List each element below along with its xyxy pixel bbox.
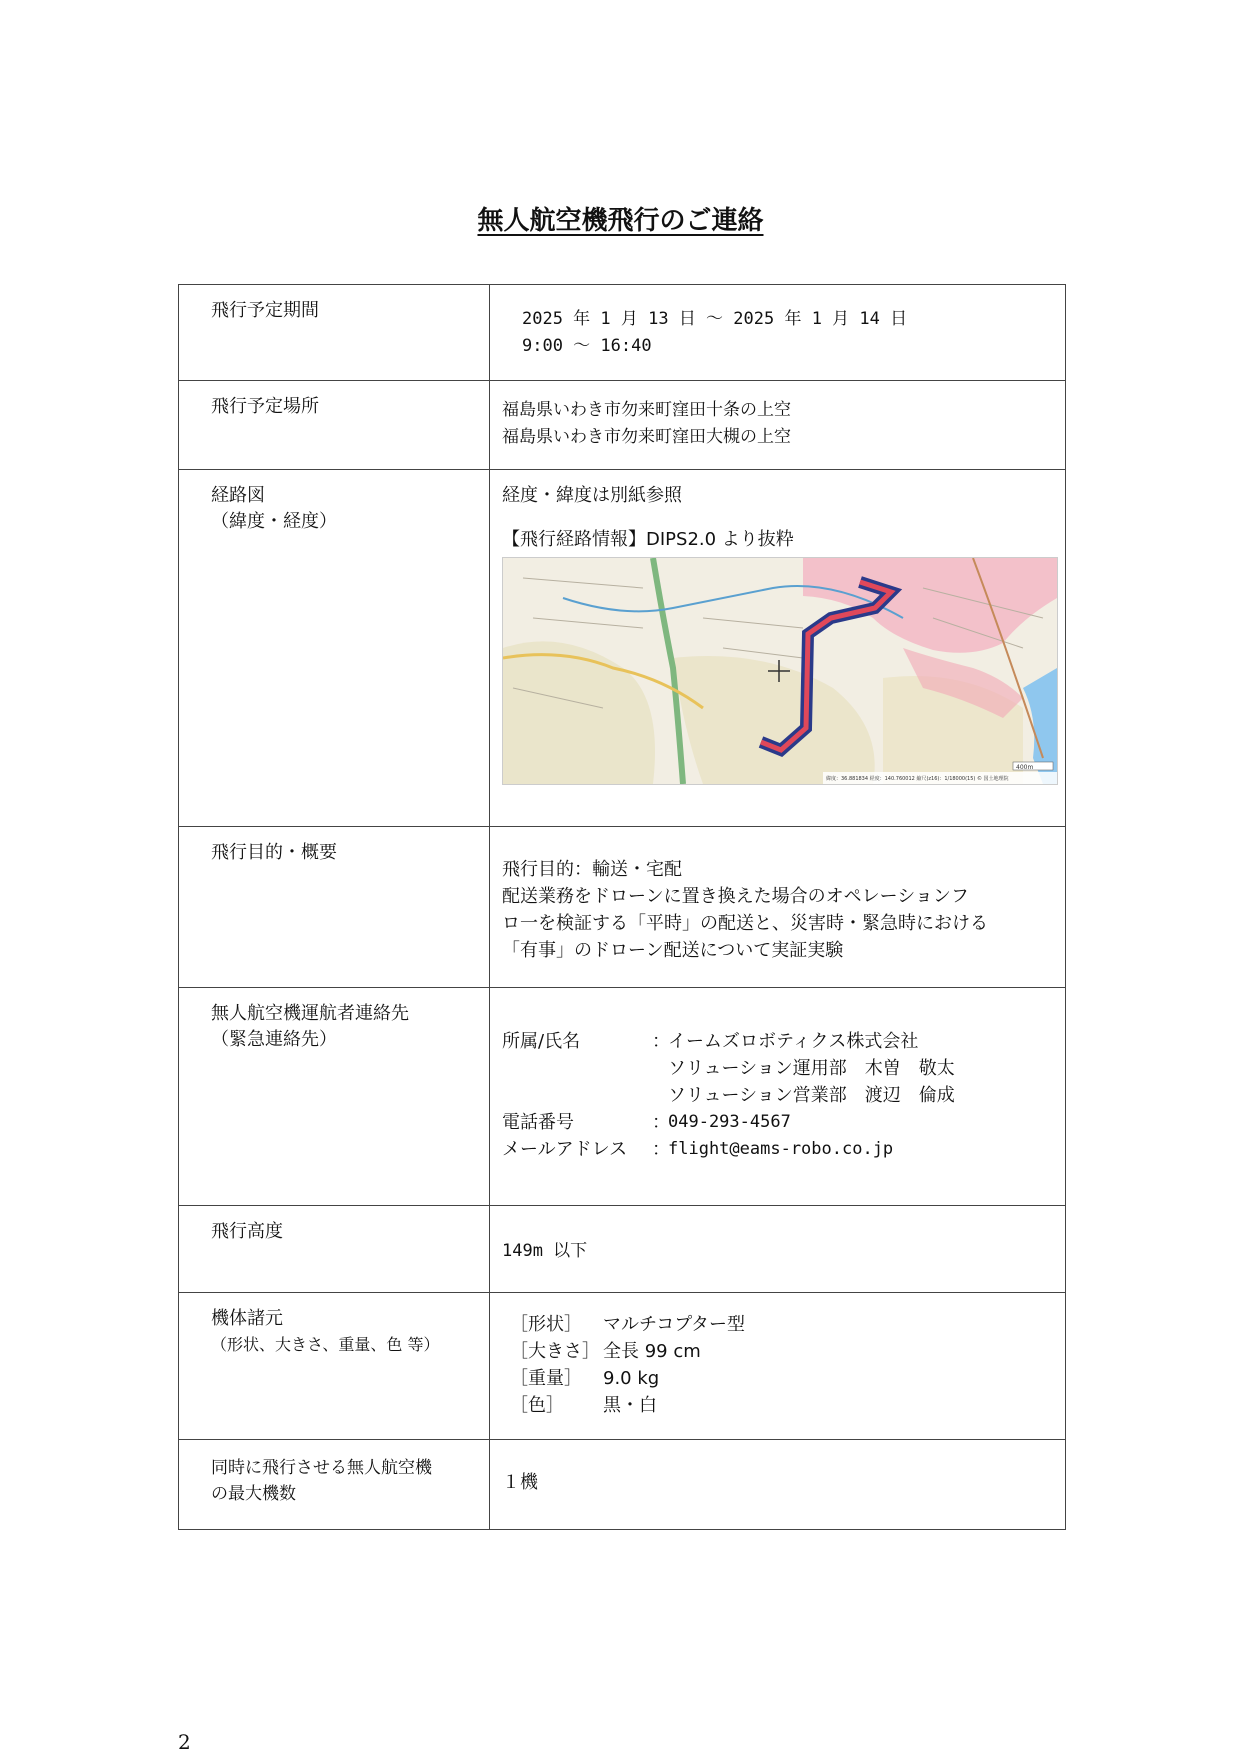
- map-title: 【飛行経路情報】DIPS2.0 より抜粋: [502, 529, 794, 550]
- max-units-value: １機: [502, 1472, 538, 1493]
- row-flight-altitude: [179, 1206, 1066, 1293]
- value-cell: [490, 381, 1066, 470]
- row-label: 経路図: [211, 485, 265, 506]
- spec-item: [510, 1392, 1065, 1419]
- flight-notice-table: [178, 284, 1066, 1530]
- label-cell: [179, 1206, 490, 1293]
- spec-key: ［重量］: [510, 1368, 582, 1389]
- separator: ：: [652, 1112, 670, 1133]
- row-label: 飛行予定場所: [211, 396, 319, 417]
- affiliation-row: [502, 1028, 1065, 1055]
- flight-place-2: 福島県いわき市勿来町窪田大槻の上空: [502, 427, 791, 447]
- row-sublabel: （緊急連絡先）: [211, 1029, 337, 1050]
- value-cell: [490, 988, 1066, 1206]
- value-cell: [490, 827, 1066, 988]
- purpose-line-1: 飛行目的：輸送・宅配: [502, 859, 682, 880]
- page-title: 無人航空機飛行のご連絡: [477, 206, 764, 236]
- row-max-units: [179, 1440, 1066, 1530]
- affiliation-row: [502, 1055, 1065, 1082]
- row-flight-place: [179, 381, 1066, 470]
- phone-key: 電話番号: [502, 1112, 574, 1133]
- map-scale: 400m: [1016, 764, 1034, 771]
- spec-value: マルチコプター型: [603, 1314, 746, 1335]
- value-cell: [490, 1440, 1066, 1530]
- flight-period-dates: 2025 年 1 月 13 日 ～ 2025 年 1 月 14 日: [522, 309, 908, 329]
- separator: ：: [652, 1031, 670, 1052]
- label-cell: [179, 381, 490, 470]
- row-label-continued: の最大機数: [211, 1484, 296, 1504]
- row-label: 無人航空機運航者連絡先: [211, 1003, 409, 1024]
- value-cell: [490, 285, 1066, 381]
- email-row: [502, 1136, 1065, 1163]
- spec-item: [510, 1311, 1065, 1338]
- route-note: 経度・緯度は別紙参照: [502, 485, 682, 506]
- altitude-value: 149m 以下: [502, 1241, 588, 1261]
- purpose-line-3: ロ一を検証する「平時」の配送と、災害時・緊急時における: [502, 913, 988, 934]
- flight-place-1: 福島県いわき市勿来町窪田十条の上空: [502, 400, 791, 420]
- operator-name-2: ソリューション営業部 渡辺 倫成: [668, 1085, 955, 1106]
- spec-item: [510, 1338, 1065, 1365]
- row-aircraft-specs: [179, 1293, 1066, 1440]
- spec-key: ［形状］: [510, 1314, 582, 1335]
- value-cell: [490, 1293, 1066, 1440]
- spec-value: 9.0 kg: [603, 1368, 660, 1389]
- label-cell: [179, 988, 490, 1206]
- affiliation-row: [502, 1082, 1065, 1109]
- spec-item: [510, 1365, 1065, 1392]
- row-label: 同時に飛行させる無人航空機: [211, 1458, 432, 1478]
- row-label: 飛行目的・概要: [211, 842, 337, 863]
- value-cell: [490, 470, 1066, 827]
- label-cell: [179, 285, 490, 381]
- spec-key: ［色］: [510, 1395, 564, 1416]
- row-flight-purpose: [179, 827, 1066, 988]
- route-map-image: [503, 558, 1057, 784]
- row-label: 機体諸元: [211, 1308, 283, 1329]
- label-cell: [179, 470, 490, 827]
- affiliation-value: イームズロボティクス株式会社: [668, 1031, 919, 1052]
- row-label: 飛行予定期間: [211, 300, 319, 321]
- email-value: flight@eams-robo.co.jp: [668, 1139, 894, 1159]
- spec-value: 黒・白: [603, 1395, 657, 1416]
- email-key: メールアドレス: [502, 1139, 628, 1160]
- operator-name-1: ソリューション運用部 木曽 敬太: [668, 1058, 955, 1079]
- label-cell: [179, 827, 490, 988]
- spec-value: 全長 99 cm: [603, 1341, 701, 1362]
- row-operator-contact: [179, 988, 1066, 1206]
- page-number: 2: [178, 1730, 191, 1754]
- label-cell: [179, 1440, 490, 1530]
- spec-key: ［大きさ］: [510, 1341, 600, 1362]
- row-sublabel: （形状、大きさ、重量、色 等）: [211, 1335, 440, 1354]
- phone-row: [502, 1109, 1065, 1136]
- row-route-map: [179, 470, 1066, 827]
- value-cell: [490, 1206, 1066, 1293]
- affiliation-key: 所属/氏名: [502, 1031, 581, 1052]
- map-footer: 緯度：36.881834 経度：140.760012 縮尺(z16)：1/18000(15) © 国土地理院: [826, 776, 1009, 782]
- row-sublabel: （緯度・経度）: [211, 511, 337, 532]
- label-cell: [179, 1293, 490, 1440]
- row-flight-period: [179, 285, 1066, 381]
- flight-period-times: 9:00 ～ 16:40: [522, 336, 652, 356]
- purpose-line-2: 配送業務をドローンに置き換えた場合のオペレーションフ: [502, 886, 969, 907]
- row-label: 飛行高度: [211, 1221, 283, 1242]
- separator: ：: [652, 1139, 670, 1160]
- purpose-line-4: 「有事」のドローン配送について実証実験: [502, 940, 844, 961]
- phone-value: 049-293-4567: [668, 1112, 791, 1132]
- route-map: [502, 557, 1058, 785]
